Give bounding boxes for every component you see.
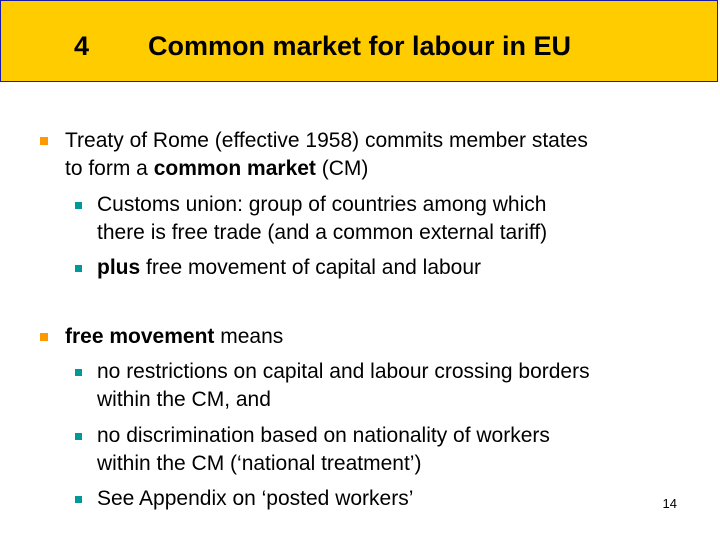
- teal-square-bullet-icon: [75, 202, 82, 209]
- sub-bullet-2a-line-1: no restrictions on capital and labour crossing borders: [97, 360, 590, 383]
- sub-bullet-1a-line-1: Customs union: group of countries among which: [97, 193, 547, 216]
- teal-square-bullet-icon: [75, 265, 82, 272]
- bullet-1-text-bold: common market: [153, 157, 316, 180]
- page-number: 14: [662, 496, 677, 511]
- sub-bullet-1a-line-2: there is free trade (and a common external tariff): [97, 221, 548, 244]
- bullet-1-line-1: Treaty of Rome (effective 1958) commits member states: [65, 129, 588, 152]
- title-bar: [0, 0, 718, 82]
- slide-title: Common market for labour in EU: [148, 31, 572, 61]
- teal-square-bullet-icon: [75, 433, 82, 440]
- teal-square-bullet-icon: [75, 369, 82, 376]
- bullet-2: [65, 323, 283, 351]
- bullet-2-bold: free movement: [65, 325, 215, 348]
- bullet-2-rest: means: [214, 325, 284, 348]
- sub-bullet-2c: See Appendix on ‘posted workers’: [97, 487, 414, 510]
- bullet-1-text-pre: to form a: [65, 157, 154, 180]
- sub-bullet-1b-rest: free movement of capital and labour: [140, 256, 482, 279]
- section-number: 4: [74, 31, 90, 61]
- sub-bullet-2b-line-2: within the CM (‘national treatment’): [97, 452, 422, 475]
- sub-bullet-2b-line-1: no discrimination based on nationality of workers: [97, 424, 550, 447]
- bullet-1-text-post: (CM): [315, 157, 369, 180]
- sub-bullet-1b-bold: plus: [97, 256, 141, 279]
- orange-square-bullet-icon: [40, 333, 48, 341]
- teal-square-bullet-icon: [75, 496, 82, 503]
- orange-square-bullet-icon: [40, 137, 48, 145]
- sub-bullet-1b: [97, 254, 481, 282]
- bullet-1-line-2: [65, 155, 368, 183]
- sub-bullet-2a-line-2: within the CM, and: [97, 388, 271, 411]
